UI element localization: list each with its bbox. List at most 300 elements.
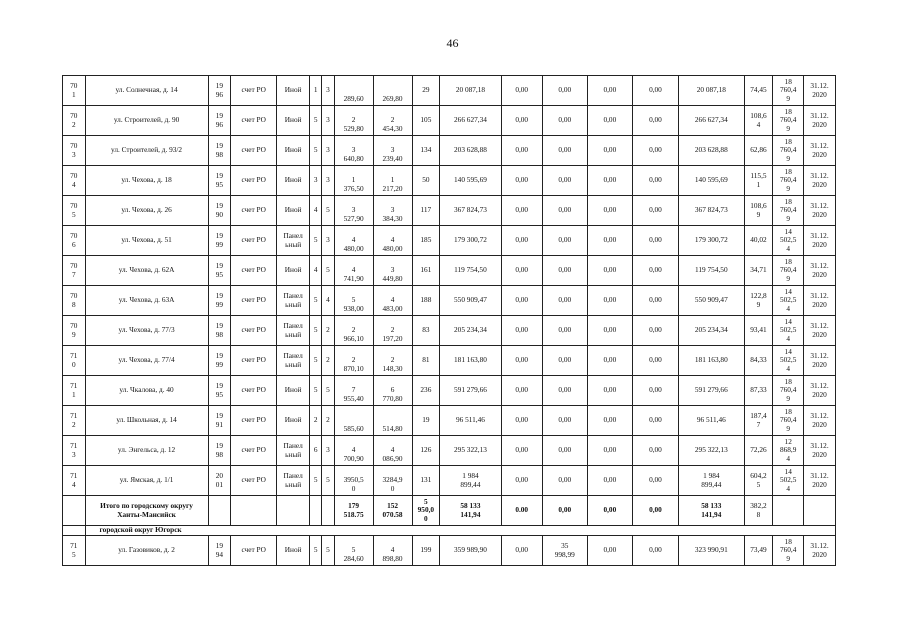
- unit-cost-cell: 62,86: [744, 136, 773, 166]
- limit-cost-cell: 18 760,4 9: [773, 166, 804, 196]
- residents-cell: 236: [412, 376, 440, 406]
- address-cell: ул. Чехова, д. 18: [85, 166, 208, 196]
- total-area-cell: 7 955,40: [334, 376, 373, 406]
- fund-1-cell: 0,00: [501, 166, 542, 196]
- residents-cell: 83: [412, 316, 440, 346]
- table-row: [63, 106, 836, 136]
- wall-material-cell: Иной: [277, 536, 310, 566]
- entrances-cell: 5: [322, 376, 334, 406]
- limit-cost-cell: 18 760,4 9: [773, 536, 804, 566]
- total-cost-cell: 359 989,90: [440, 536, 502, 566]
- limit-cost-cell: 18 760,4 9: [773, 406, 804, 436]
- residents-cell: 134: [412, 136, 440, 166]
- blank-cell: [63, 526, 86, 536]
- fund-2-sum: 0,00: [542, 496, 587, 526]
- fund-1-cell: 0,00: [501, 346, 542, 376]
- total-cost-cell: 1 984 899,44: [440, 466, 502, 496]
- owner-funds-cell: 266 627,34: [679, 106, 745, 136]
- table-row: [63, 316, 836, 346]
- fund-4-cell: 0,00: [632, 286, 678, 316]
- total-area-cell: 2 870,10: [334, 346, 373, 376]
- completion-date-cell: 31.12. 2020: [804, 76, 836, 106]
- year-cell: 19 98: [208, 136, 231, 166]
- fund-1-cell: 0,00: [501, 136, 542, 166]
- fund-2-cell: 0,00: [542, 466, 587, 496]
- total-area-cell: 3950,5 0: [334, 466, 373, 496]
- address-cell: ул. Строителей, д. 93/2: [85, 136, 208, 166]
- table-row: [63, 136, 836, 166]
- page-number: 46: [446, 36, 459, 50]
- row-number-cell: 71 2: [63, 406, 86, 436]
- address-cell: ул. Чехова, д. 77/3: [85, 316, 208, 346]
- floors-cell: 5: [310, 346, 322, 376]
- owner-funds-cell: 295 322,13: [679, 436, 745, 466]
- row-number-cell: 71 4: [63, 466, 86, 496]
- year-cell: 19 90: [208, 196, 231, 226]
- wall-material-cell: Иной: [277, 166, 310, 196]
- completion-date-cell: 31.12. 2020: [804, 316, 836, 346]
- fund-4-cell: 0,00: [632, 436, 678, 466]
- address-cell: ул. Чехова, д. 62А: [85, 256, 208, 286]
- entrances-cell: 5: [322, 536, 334, 566]
- row-number-cell: 70 5: [63, 196, 86, 226]
- fund-1-cell: 0,00: [501, 226, 542, 256]
- total-area-cell: 4 741,90: [334, 256, 373, 286]
- fund-3-cell: 0,00: [587, 536, 632, 566]
- owner-funds-cell: 203 628,88: [679, 136, 745, 166]
- owner-funds-cell: 205 234,34: [679, 316, 745, 346]
- total-area-cell: 3 527,90: [334, 196, 373, 226]
- fund-cell: счет РО: [231, 376, 277, 406]
- table-row: [63, 226, 836, 256]
- year-cell: 19 96: [208, 106, 231, 136]
- row-number-cell: 70 1: [63, 76, 86, 106]
- fund-4-cell: 0,00: [632, 106, 678, 136]
- wall-material-cell: Панел ьный: [277, 466, 310, 496]
- table-row: [63, 406, 836, 436]
- entrances-cell: 5: [322, 196, 334, 226]
- total-cost-cell: 205 234,34: [440, 316, 502, 346]
- living-area-cell: 6 770,80: [373, 376, 412, 406]
- section-header-row: [63, 526, 836, 536]
- completion-date-cell: 31.12. 2020: [804, 436, 836, 466]
- total-area-cell: 5 938,00: [334, 286, 373, 316]
- table-row: [63, 286, 836, 316]
- fund-1-cell: 0,00: [501, 76, 542, 106]
- fund-3-cell: 0,00: [587, 436, 632, 466]
- fund-4-cell: 0,00: [632, 76, 678, 106]
- unit-cost-cell: 72,26: [744, 436, 773, 466]
- residents-cell: 81: [412, 346, 440, 376]
- row-number-cell: 71 3: [63, 436, 86, 466]
- unit-cost-cell: 187,4 7: [744, 406, 773, 436]
- blank-cell: [322, 496, 334, 526]
- section-title: городской округ Югорск: [85, 526, 835, 536]
- completion-date-cell: 31.12. 2020: [804, 196, 836, 226]
- completion-date-cell: 31.12. 2020: [804, 466, 836, 496]
- living-area-cell: 3 384,30: [373, 196, 412, 226]
- fund-2-cell: 0,00: [542, 286, 587, 316]
- total-cost-cell: 266 627,34: [440, 106, 502, 136]
- owner-funds-cell: 323 990,91: [679, 536, 745, 566]
- table-row: [63, 196, 836, 226]
- wall-material-cell: Панел ьный: [277, 436, 310, 466]
- unit-cost-cell: 108,6 9: [744, 196, 773, 226]
- year-cell: 19 91: [208, 406, 231, 436]
- completion-date-cell: 31.12. 2020: [804, 226, 836, 256]
- table-row: [63, 346, 836, 376]
- entrances-cell: 5: [322, 466, 334, 496]
- fund-cell: счет РО: [231, 166, 277, 196]
- entrances-cell: 3: [322, 76, 334, 106]
- living-area-cell: 269,80: [373, 76, 412, 106]
- limit-cost-cell: 14 502,5 4: [773, 286, 804, 316]
- wall-material-cell: Иной: [277, 76, 310, 106]
- limit-cost-cell: 18 760,4 9: [773, 106, 804, 136]
- floors-cell: 3: [310, 166, 322, 196]
- table-row: [63, 466, 836, 496]
- blank-cell: [63, 496, 86, 526]
- entrances-cell: 4: [322, 286, 334, 316]
- total-area-cell: 2 529,80: [334, 106, 373, 136]
- total-area-cell: 1 376,50: [334, 166, 373, 196]
- table-row: [63, 376, 836, 406]
- fund-2-cell: 0,00: [542, 316, 587, 346]
- unit-cost-sum: 382,2 8: [744, 496, 773, 526]
- owner-funds-sum: 58 133 141,94: [679, 496, 745, 526]
- fund-3-cell: 0,00: [587, 406, 632, 436]
- total-cost-cell: 203 628,88: [440, 136, 502, 166]
- fund-2-cell: 0,00: [542, 256, 587, 286]
- fund-2-cell: 0,00: [542, 76, 587, 106]
- fund-cell: счет РО: [231, 316, 277, 346]
- fund-4-cell: 0,00: [632, 316, 678, 346]
- fund-cell: счет РО: [231, 346, 277, 376]
- completion-date-cell: 31.12. 2020: [804, 106, 836, 136]
- owner-funds-cell: 550 909,47: [679, 286, 745, 316]
- living-area-cell: 4 483,00: [373, 286, 412, 316]
- total-area-cell: 5 284,60: [334, 536, 373, 566]
- limit-cost-cell: 14 502,5 4: [773, 316, 804, 346]
- entrances-cell: 3: [322, 226, 334, 256]
- fund-4-cell: 0,00: [632, 136, 678, 166]
- year-cell: 19 98: [208, 436, 231, 466]
- total-area-cell: 3 640,80: [334, 136, 373, 166]
- fund-2-cell: 0,00: [542, 406, 587, 436]
- unit-cost-cell: 115,5 1: [744, 166, 773, 196]
- fund-3-cell: 0,00: [587, 346, 632, 376]
- fund-4-cell: 0,00: [632, 256, 678, 286]
- total-cost-cell: 179 300,72: [440, 226, 502, 256]
- fund-cell: счет РО: [231, 76, 277, 106]
- year-cell: 19 95: [208, 166, 231, 196]
- table-row: [63, 256, 836, 286]
- limit-cost-cell: 12 868,9 4: [773, 436, 804, 466]
- limit-cost-cell: 14 502,5 4: [773, 346, 804, 376]
- floors-cell: 5: [310, 106, 322, 136]
- fund-2-cell: 0,00: [542, 346, 587, 376]
- fund-1-cell: 0,00: [501, 436, 542, 466]
- entrances-cell: 2: [322, 346, 334, 376]
- row-number-cell: 70 6: [63, 226, 86, 256]
- year-cell: 19 98: [208, 316, 231, 346]
- living-area-cell: 3284,9 0: [373, 466, 412, 496]
- table-row: [63, 436, 836, 466]
- limit-cost-cell: 14 502,5 4: [773, 226, 804, 256]
- wall-material-cell: Панел ьный: [277, 286, 310, 316]
- row-number-cell: 71 0: [63, 346, 86, 376]
- residents-cell: 105: [412, 106, 440, 136]
- wall-material-cell: Панел ьный: [277, 346, 310, 376]
- table-row: [63, 536, 836, 566]
- address-cell: ул. Чкалова, д. 40: [85, 376, 208, 406]
- floors-cell: 2: [310, 406, 322, 436]
- living-area-cell: 3 449,80: [373, 256, 412, 286]
- blank-cell: [804, 496, 836, 526]
- year-cell: 19 99: [208, 286, 231, 316]
- entrances-cell: 3: [322, 106, 334, 136]
- living-area-cell: 2 197,20: [373, 316, 412, 346]
- residents-cell: 188: [412, 286, 440, 316]
- fund-3-cell: 0,00: [587, 316, 632, 346]
- living-area-cell: 4 480,00: [373, 226, 412, 256]
- residents-cell: 185: [412, 226, 440, 256]
- unit-cost-cell: 34,71: [744, 256, 773, 286]
- fund-1-cell: 0,00: [501, 376, 542, 406]
- residents-cell: 126: [412, 436, 440, 466]
- completion-date-cell: 31.12. 2020: [804, 286, 836, 316]
- row-number-cell: 70 2: [63, 106, 86, 136]
- fund-1-cell: 0,00: [501, 406, 542, 436]
- living-area-cell: 514,80: [373, 406, 412, 436]
- residents-cell: 29: [412, 76, 440, 106]
- floors-cell: 5: [310, 376, 322, 406]
- fund-cell: счет РО: [231, 196, 277, 226]
- living-area-sum: 152 070.58: [373, 496, 412, 526]
- table-row: [63, 76, 836, 106]
- fund-2-cell: 35 998,99: [542, 536, 587, 566]
- wall-material-cell: Иной: [277, 406, 310, 436]
- fund-1-cell: 0,00: [501, 106, 542, 136]
- floors-cell: 1: [310, 76, 322, 106]
- total-label: Итого по городскому округу Ханты-Мансийск: [85, 496, 208, 526]
- entrances-cell: 3: [322, 436, 334, 466]
- wall-material-cell: Панел ьный: [277, 316, 310, 346]
- owner-funds-cell: 179 300,72: [679, 226, 745, 256]
- entrances-cell: 3: [322, 136, 334, 166]
- row-number-cell: 71 1: [63, 376, 86, 406]
- fund-3-cell: 0,00: [587, 286, 632, 316]
- fund-2-cell: 0,00: [542, 106, 587, 136]
- total-cost-cell: 140 595,69: [440, 166, 502, 196]
- fund-4-cell: 0,00: [632, 406, 678, 436]
- fund-1-cell: 0,00: [501, 536, 542, 566]
- address-cell: ул. Школьная, д. 14: [85, 406, 208, 436]
- limit-cost-cell: 18 760,4 9: [773, 76, 804, 106]
- floors-cell: 6: [310, 436, 322, 466]
- residents-cell: 50: [412, 166, 440, 196]
- fund-4-cell: 0,00: [632, 376, 678, 406]
- living-area-cell: 2 454,30: [373, 106, 412, 136]
- entrances-cell: 3: [322, 166, 334, 196]
- entrances-cell: 2: [322, 316, 334, 346]
- unit-cost-cell: 40,02: [744, 226, 773, 256]
- fund-3-cell: 0,00: [587, 226, 632, 256]
- fund-1-cell: 0,00: [501, 466, 542, 496]
- address-cell: ул. Чехова, д. 63А: [85, 286, 208, 316]
- blank-cell: [310, 496, 322, 526]
- fund-cell: счет РО: [231, 466, 277, 496]
- address-cell: ул. Солнечная, д. 14: [85, 76, 208, 106]
- fund-cell: счет РО: [231, 256, 277, 286]
- total-area-cell: 4 480,00: [334, 226, 373, 256]
- residents-cell: 19: [412, 406, 440, 436]
- address-cell: ул. Чехова, д. 26: [85, 196, 208, 226]
- unit-cost-cell: 84,33: [744, 346, 773, 376]
- unit-cost-cell: 87,33: [744, 376, 773, 406]
- owner-funds-cell: 140 595,69: [679, 166, 745, 196]
- table-row: [63, 166, 836, 196]
- year-cell: 19 99: [208, 226, 231, 256]
- total-row: [63, 496, 836, 526]
- fund-3-cell: 0,00: [587, 376, 632, 406]
- fund-4-cell: 0,00: [632, 166, 678, 196]
- year-cell: 19 95: [208, 256, 231, 286]
- row-number-cell: 70 3: [63, 136, 86, 166]
- blank-cell: [208, 496, 231, 526]
- address-cell: ул. Энгельса, д. 12: [85, 436, 208, 466]
- year-cell: 19 99: [208, 346, 231, 376]
- floors-cell: 5: [310, 466, 322, 496]
- fund-3-cell: 0,00: [587, 106, 632, 136]
- fund-3-cell: 0,00: [587, 166, 632, 196]
- address-cell: ул. Чехова, д. 51: [85, 226, 208, 256]
- address-cell: ул. Ямская, д. 1/1: [85, 466, 208, 496]
- owner-funds-cell: 119 754,50: [679, 256, 745, 286]
- address-cell: ул. Газовиков, д. 2: [85, 536, 208, 566]
- fund-3-cell: 0,00: [587, 136, 632, 166]
- fund-3-cell: 0,00: [587, 466, 632, 496]
- completion-date-cell: 31.12. 2020: [804, 256, 836, 286]
- fund-2-cell: 0,00: [542, 226, 587, 256]
- floors-cell: 4: [310, 256, 322, 286]
- year-cell: 19 96: [208, 76, 231, 106]
- fund-1-cell: 0,00: [501, 196, 542, 226]
- unit-cost-cell: 108,6 4: [744, 106, 773, 136]
- completion-date-cell: 31.12. 2020: [804, 346, 836, 376]
- blank-cell: [231, 496, 277, 526]
- fund-cell: счет РО: [231, 226, 277, 256]
- total-area-cell: 289,60: [334, 76, 373, 106]
- total-cost-cell: 96 511,46: [440, 406, 502, 436]
- fund-4-cell: 0,00: [632, 536, 678, 566]
- blank-cell: [773, 496, 804, 526]
- fund-cell: счет РО: [231, 286, 277, 316]
- owner-funds-cell: 367 824,73: [679, 196, 745, 226]
- floors-cell: 5: [310, 286, 322, 316]
- total-cost-cell: 181 163,80: [440, 346, 502, 376]
- entrances-cell: 5: [322, 256, 334, 286]
- fund-4-cell: 0,00: [632, 466, 678, 496]
- residents-cell: 161: [412, 256, 440, 286]
- wall-material-cell: Иной: [277, 196, 310, 226]
- address-cell: ул. Чехова, д. 77/4: [85, 346, 208, 376]
- unit-cost-cell: 74,45: [744, 76, 773, 106]
- fund-4-sum: 0,00: [632, 496, 678, 526]
- owner-funds-cell: 20 087,18: [679, 76, 745, 106]
- fund-4-cell: 0,00: [632, 226, 678, 256]
- total-cost-cell: 20 087,18: [440, 76, 502, 106]
- completion-date-cell: 31.12. 2020: [804, 376, 836, 406]
- floors-cell: 5: [310, 316, 322, 346]
- completion-date-cell: 31.12. 2020: [804, 136, 836, 166]
- row-number-cell: 71 5: [63, 536, 86, 566]
- total-cost-cell: 367 824,73: [440, 196, 502, 226]
- registry-table: [62, 75, 836, 566]
- year-cell: 20 01: [208, 466, 231, 496]
- floors-cell: 5: [310, 226, 322, 256]
- total-area-cell: 4 700,90: [334, 436, 373, 466]
- blank-cell: [277, 496, 310, 526]
- owner-funds-cell: 96 511,46: [679, 406, 745, 436]
- fund-2-cell: 0,00: [542, 136, 587, 166]
- residents-cell: 131: [412, 466, 440, 496]
- unit-cost-cell: 73,49: [744, 536, 773, 566]
- fund-4-cell: 0,00: [632, 196, 678, 226]
- year-cell: 19 94: [208, 536, 231, 566]
- floors-cell: 5: [310, 536, 322, 566]
- total-cost-cell: 550 909,47: [440, 286, 502, 316]
- wall-material-cell: Иной: [277, 256, 310, 286]
- limit-cost-cell: 18 760,4 9: [773, 256, 804, 286]
- total-cost-cell: 591 279,66: [440, 376, 502, 406]
- limit-cost-cell: 14 502,5 4: [773, 466, 804, 496]
- wall-material-cell: Панел ьный: [277, 226, 310, 256]
- fund-2-cell: 0,00: [542, 166, 587, 196]
- completion-date-cell: 31.12. 2020: [804, 166, 836, 196]
- fund-3-sum: 0,00: [587, 496, 632, 526]
- fund-4-cell: 0,00: [632, 346, 678, 376]
- row-number-cell: 70 8: [63, 286, 86, 316]
- wall-material-cell: Иной: [277, 136, 310, 166]
- fund-cell: счет РО: [231, 136, 277, 166]
- row-number-cell: 70 4: [63, 166, 86, 196]
- row-number-cell: 70 7: [63, 256, 86, 286]
- completion-date-cell: 31.12. 2020: [804, 536, 836, 566]
- entrances-cell: 2: [322, 406, 334, 436]
- address-cell: ул. Строителей, д. 90: [85, 106, 208, 136]
- fund-1-cell: 0,00: [501, 256, 542, 286]
- fund-cell: счет РО: [231, 406, 277, 436]
- fund-1-cell: 0,00: [501, 316, 542, 346]
- owner-funds-cell: 591 279,66: [679, 376, 745, 406]
- floors-cell: 4: [310, 196, 322, 226]
- total-area-cell: 585,60: [334, 406, 373, 436]
- residents-cell: 199: [412, 536, 440, 566]
- fund-2-cell: 0,00: [542, 376, 587, 406]
- fund-2-cell: 0,00: [542, 196, 587, 226]
- living-area-cell: 3 239,40: [373, 136, 412, 166]
- unit-cost-cell: 93,41: [744, 316, 773, 346]
- unit-cost-cell: 122,8 9: [744, 286, 773, 316]
- fund-cell: счет РО: [231, 536, 277, 566]
- limit-cost-cell: 18 760,4 9: [773, 196, 804, 226]
- fund-cell: счет РО: [231, 106, 277, 136]
- unit-cost-cell: 604,2 5: [744, 466, 773, 496]
- fund-3-cell: 0,00: [587, 76, 632, 106]
- total-area-cell: 2 966,10: [334, 316, 373, 346]
- living-area-cell: 4 086,90: [373, 436, 412, 466]
